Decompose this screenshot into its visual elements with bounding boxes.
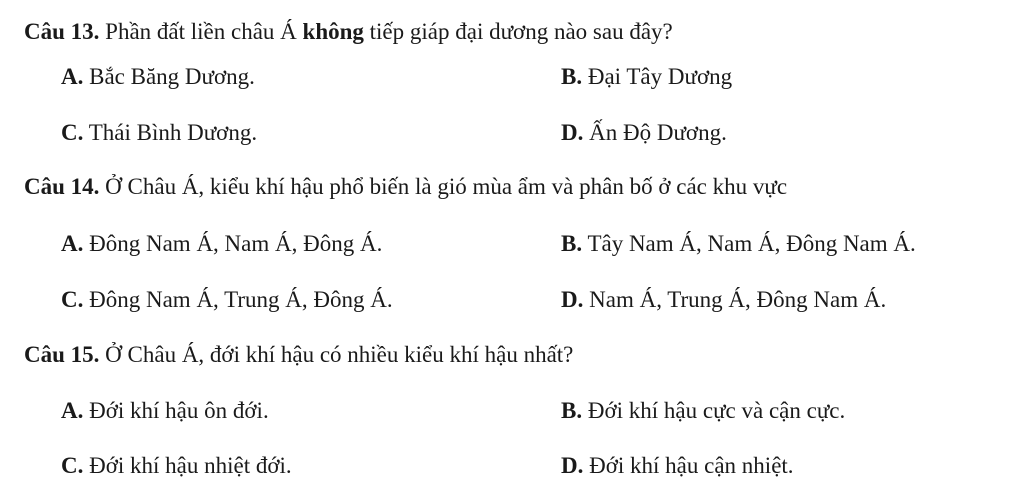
question-13-title <box>24 18 673 46</box>
option-text: Đới khí hậu cận nhiệt. <box>589 453 794 478</box>
question-15-title <box>24 341 573 369</box>
question-text: Phần đất liền châu Á <box>105 19 297 44</box>
question-14-option-c <box>61 286 393 314</box>
option-text: Thái Bình Dương. <box>88 120 258 145</box>
question-15-option-d <box>561 452 794 480</box>
option-text: Đại Tây Dương <box>587 64 733 89</box>
option-letter: C. <box>61 453 84 478</box>
question-15-option-c <box>61 452 292 480</box>
option-letter: B. <box>561 64 583 89</box>
option-letter: C. <box>61 120 84 145</box>
question-13-option-a <box>61 63 255 91</box>
question-text: Ở Châu Á, đới khí hậu có nhiều kiểu khí hậu nhất? <box>105 342 574 367</box>
option-letter: D. <box>561 287 584 312</box>
option-letter: A. <box>61 398 84 423</box>
option-letter: D. <box>561 120 584 145</box>
option-text: Đông Nam Á, Trung Á, Đông Á. <box>89 287 393 312</box>
question-13-option-d <box>561 119 727 147</box>
question-number: Câu 15. <box>24 342 100 367</box>
question-14-title <box>24 173 787 201</box>
option-letter: A. <box>61 231 84 256</box>
question-number: Câu 14. <box>24 174 100 199</box>
option-text: Đới khí hậu cực và cận cực. <box>587 398 846 423</box>
question-14-option-d <box>561 286 886 314</box>
option-text: Đông Nam Á, Nam Á, Đông Á. <box>89 231 383 256</box>
question-emphasis: không <box>302 19 364 44</box>
option-letter: B. <box>561 231 583 256</box>
option-text: Đới khí hậu nhiệt đới. <box>89 453 292 478</box>
option-text: Nam Á, Trung Á, Đông Nam Á. <box>589 287 887 312</box>
question-text: Ở Châu Á, kiểu khí hậu phổ biến là gió mùa ẩm và phân bố ở các khu vực <box>105 174 788 199</box>
question-15-option-b <box>561 397 845 425</box>
question-13-option-c <box>61 119 257 147</box>
question-14-option-a <box>61 230 382 258</box>
option-text: Tây Nam Á, Nam Á, Đông Nam Á. <box>587 231 916 256</box>
option-letter: C. <box>61 287 84 312</box>
option-letter: B. <box>561 398 583 423</box>
option-text: Ấn Độ Dương. <box>589 120 727 145</box>
option-text: Bắc Băng Dương. <box>89 64 255 89</box>
option-letter: D. <box>561 453 584 478</box>
option-text: Đới khí hậu ôn đới. <box>89 398 269 423</box>
question-13-option-b <box>561 63 732 91</box>
question-15-option-a <box>61 397 269 425</box>
option-letter: A. <box>61 64 84 89</box>
question-text: tiếp giáp đại dương nào sau đây? <box>369 19 673 44</box>
question-14-option-b <box>561 230 916 258</box>
question-number: Câu 13. <box>24 19 100 44</box>
